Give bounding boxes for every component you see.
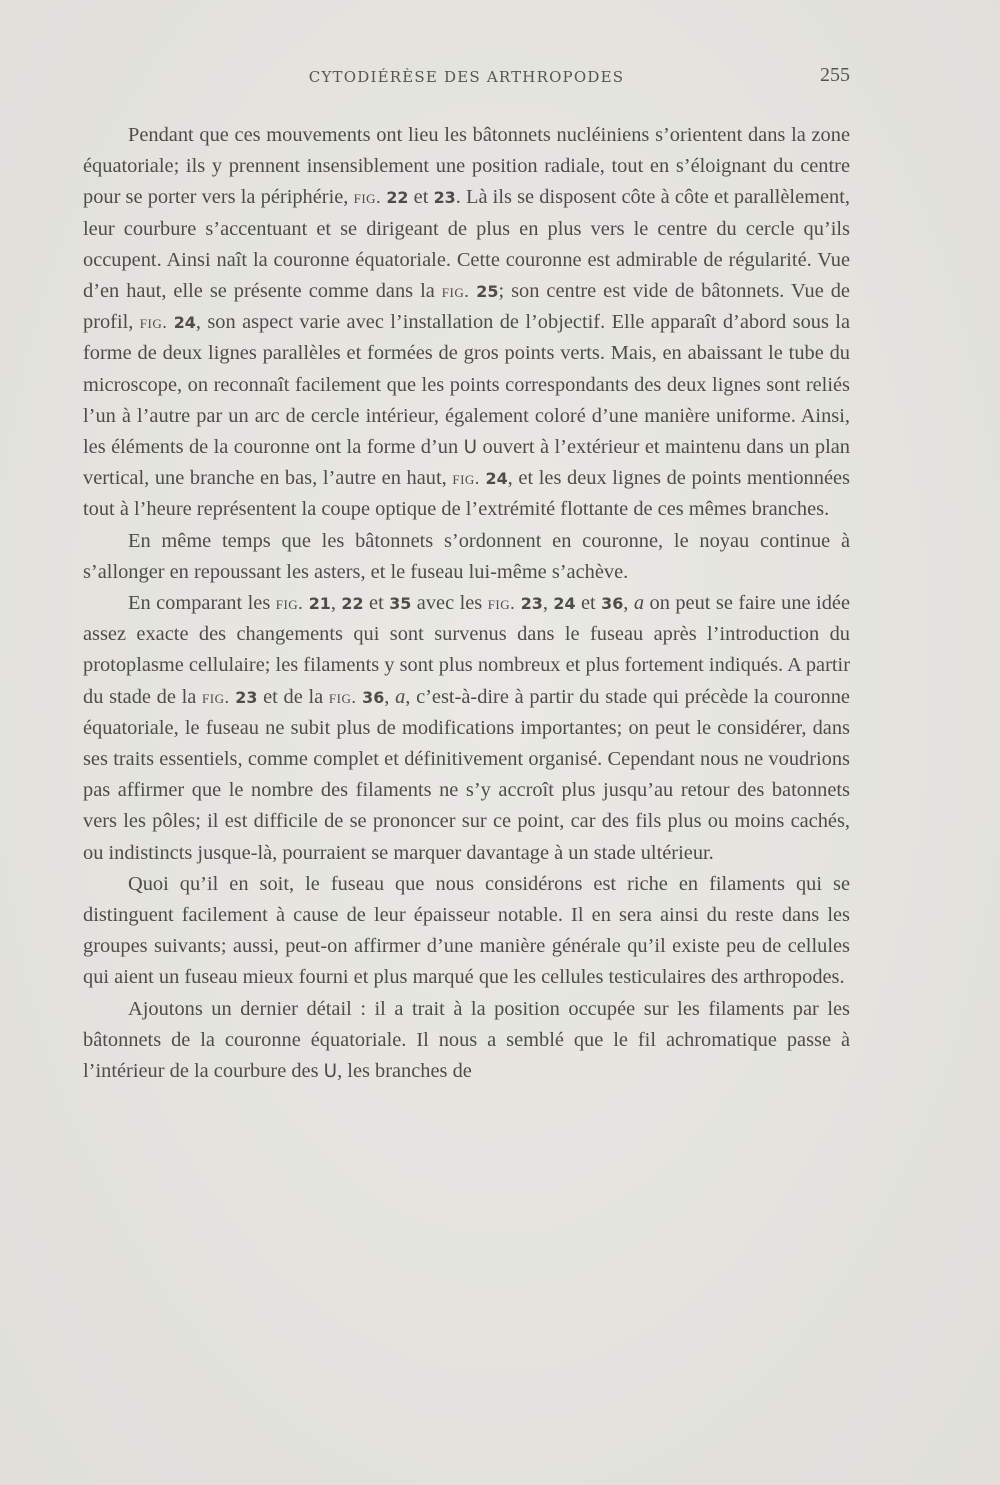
figure-ref-label: fig. [202,686,230,707]
figure-ref-label: fig. [139,312,168,333]
figure-ref-label: fig. [353,187,382,208]
figure-ref-label: fig. [328,686,357,707]
figure-ref-label: fig. [441,281,470,302]
paragraph-4 [83,869,850,994]
text-run: , c’est-à-dire à partir du stade qui précède la couronne équatoriale, le fuseau ne subit plus de modifications importantes; on peut le considérer, dans ses traits essentiels, comme complet et définitivement organisé. Cependant nous ne voudrions pas affirmer que le nombre des filaments ne s’y accroît plus jusqu’au retour des batonnets vers les pôles; il est difficile de se prononcer sur ce point, car des fils plus ou moins cachés, ou indistincts jusque-là, pourraient se marquer davantage à un stade ultérieur. [83,685,850,864]
text-run: , son aspect varie avec l’installation de l’objectif. Elle apparaît d’abord sous la forme de deux lignes parallèles et formées de gros points verts. Mais, en abaissant le tube du microscope, on reconnaît facilement que les points correspondants des deux lignes sont reliés l’un à l’autre par un arc de cercle intérieur, également coloré d’une manière uniforme. Ainsi, les éléments de la couronne ont la forme d’un [83,311,851,459]
u-letter-symbol: U [323,1061,338,1083]
text-run: , [384,685,396,708]
figure-number: 23 [433,188,456,208]
figure-number: 21 [308,594,331,614]
text-run: et [363,592,390,615]
page-number: 255 [820,64,850,86]
text-run: , [542,592,554,615]
text-run: En comparant les [128,592,276,615]
figure-number: 35 [389,594,412,614]
text-run: . Là ils se disposent côte à côte et parallèlement, leur courbure s’accentuant et se dirigeant de plus en plus vers le centre du cercle qu’ils occupent. Ainsi naît la couronne équatoriale. Cette couronne est admirable de régularité. Vue d’en haut, elle se présente comme dans la [83,186,850,303]
text-run: ; son centre est vide de bâtonnets. Vue de profil, [83,280,850,334]
text-run: ouvert à l’extérieur et maintenu dans un plan vertical, une branche en bas, l’autre en haut, [83,436,850,490]
paragraph-1 [83,120,850,526]
text-run: En même temps que les bâtonnets s’ordonnent en couronne, le noyau continue à s’allonger en repoussant les asters, et le fuseau lui-même s’achève. [83,529,850,583]
figure-ref-label: fig. [275,593,304,614]
text-run: Quoi qu’il en soit, le fuseau que nous considérons est riche en filaments qui se distinguent facilement à cause de leur épaisseur notable. Il en sera ainsi du reste dans les groupes suivants; aussi, peut-on affirmer d’une manière générale qu’il existe peu de cellules qui aient un fuseau mieux fourni et plus marqué que les cellules testiculaires des arthropodes. [83,872,850,989]
text-run: , [623,592,634,615]
figure-letter: a [633,592,645,615]
u-letter-symbol: U [463,437,478,459]
figure-ref-label: fig. [452,468,480,489]
text-run: , les branches de [337,1060,472,1083]
text-run: on peut se faire une idée assez exacte des changements qui sont survenus dans le fuseau après l’introduction du protoplasme cellulaire; les filaments y sont plus nombreux et plus fortement indiqués. A partir du stade de la [83,592,850,708]
figure-number: 24 [173,313,196,333]
figure-number: 24 [485,469,508,489]
figure-number: 36 [362,687,385,707]
text-run: et de la [257,685,329,708]
figure-number: 22 [341,594,364,614]
figure-number: 36 [601,594,624,614]
text-run: , [330,592,342,615]
text-run: Pendant que ces mouvements ont lieu les bâtonnets nucléiniens s’orientent dans la zone équatoriale; ils y prennent insensiblement une position radiale, tout en s’éloignant du centre pour se porter vers la périphérie, [83,124,850,209]
text-run: et [575,592,602,615]
text-run: Ajoutons un dernier détail : il a trait à la position occupée sur les filaments par les bâtonnets de la couronne équatoriale. Il nous a semblé que le fil achromatique passe à l’intérieur de la courbure des [83,997,850,1083]
figure-ref-label: fig. [487,593,516,614]
figure-number: 23 [520,594,543,614]
paragraph-5 [83,994,850,1088]
figure-number: 25 [476,282,499,302]
text-run: , et les deux lignes de points mentionnées tout à l’heure représentent la coupe optique de l’extrémité flottante de ces mêmes branches. [83,467,850,521]
figure-number: 22 [386,188,409,208]
paragraph-3 [83,588,850,869]
text-run: avec les [411,592,488,615]
running-title: CYTODIÉRÈSE DES ARTHROPODES [308,68,625,86]
paragraph-2 [83,526,850,588]
figure-number: 23 [235,687,258,707]
body-text [83,120,850,1087]
figure-number: 24 [553,594,576,614]
text-run: et [408,186,434,209]
running-head [83,64,850,90]
figure-letter: a [395,685,406,708]
